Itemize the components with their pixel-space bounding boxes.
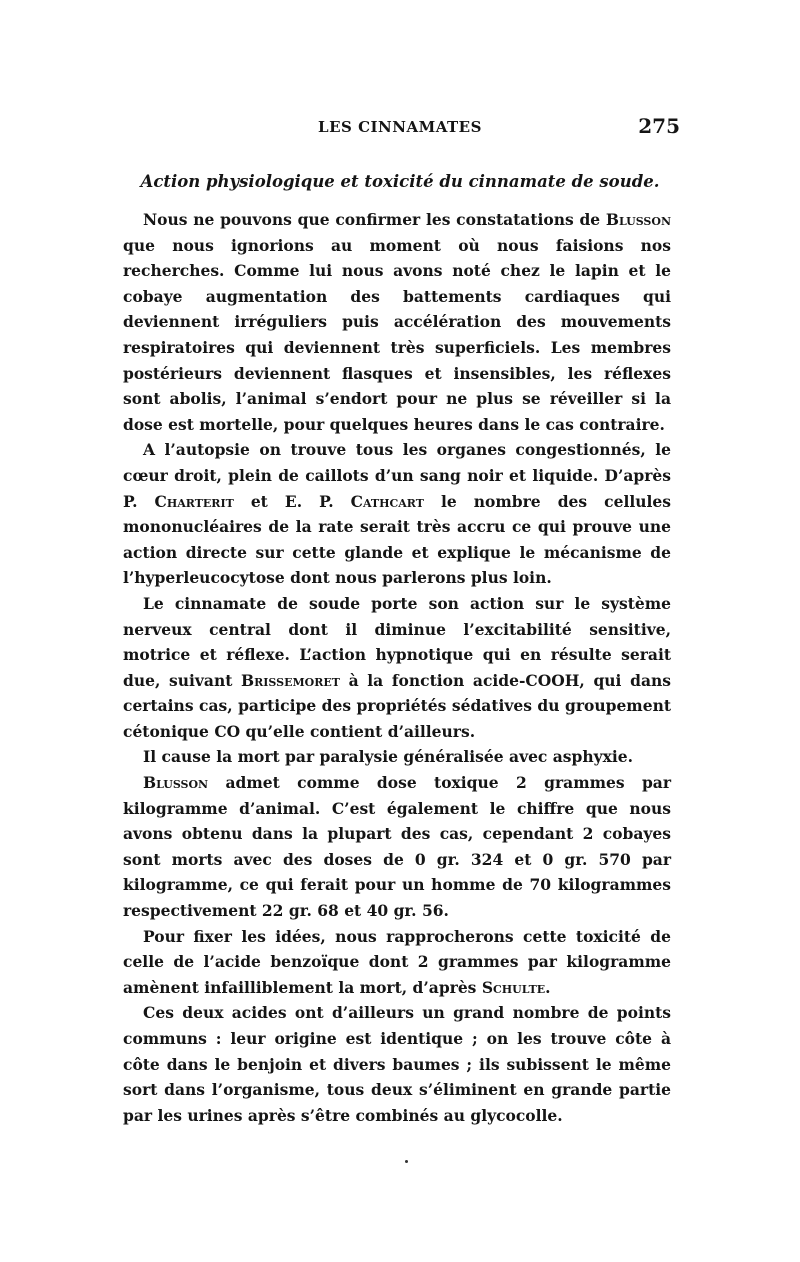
text-run: Ces deux acides ont d’ailleurs un grand nombre de points communs : leur origine est identique ; on les trouve côte à côte dans le benjoin et divers baumes ; ils subissent le même sort dans l’organisme, tous deux s’éliminent en grande partie par les urines après s’être combinés au glycocolle. xyxy=(123,1003,671,1125)
author-name: Blusson xyxy=(143,773,209,793)
paragraph-4 xyxy=(123,744,671,770)
paragraph-6 xyxy=(123,924,671,1001)
text-run: . xyxy=(545,977,551,997)
text-run: que nous ignorions au moment où nous faisions nos recherches. Comme lui nous avons noté chez le lapin et le cobaye augmentation des battements cardiaques qui deviennent irréguliers puis accélération des mouvements respiratoires qui deviennent très superficiels. Les membres postérieurs deviennent flasques et insensibles, les réflexes sont abolis, l’animal s’endort pour ne plus se réveiller si la dose est mortelle, pour quelques heures dans le cas contraire. xyxy=(123,235,671,434)
section-title: Action physiologique et toxicité du cinnamate de soude. xyxy=(140,172,660,191)
paragraph-2 xyxy=(123,437,671,591)
page-header xyxy=(120,114,680,140)
paragraph-1 xyxy=(123,207,671,437)
body-text xyxy=(123,207,671,1128)
text-run: Nous ne pouvons que confirmer les constatations de xyxy=(143,210,606,229)
text-run: le nombre des cellules mononucléaires de la rate serait très accru ce qui prouve une action directe sur cette glande et explique le mécanisme de l’hyperleucocytose dont nous parlerons plus loin. xyxy=(123,491,671,588)
print-speck xyxy=(405,1160,408,1163)
author-name: E. P. Cathcart xyxy=(284,491,424,511)
author-name: P. Charterit xyxy=(123,491,234,511)
text-run: Il cause la mort par paralysie généralisée avec asphyxie. xyxy=(143,747,634,767)
paragraph-7 xyxy=(123,1000,671,1128)
author-name: Schulte xyxy=(481,977,546,997)
text-run: Pour fixer les idées, nous rapprocherons cette toxicité de celle de l’acide benzoïque dont 2 grammes par kilogramme amènent infailliblement la mort, d’après xyxy=(123,926,671,997)
paragraph-5 xyxy=(123,770,671,924)
author-name: Brissemoret xyxy=(241,670,340,690)
text-run: Le cinnamate de soude porte son action sur le système nerveux central dont il diminue l’excitabilité sensitive, motrice et réflexe. L’action hypnotique qui en résulte serait due, suivant xyxy=(123,593,671,690)
author-name: Blusson xyxy=(605,210,671,229)
page-number: 275 xyxy=(638,114,680,138)
text-run: et xyxy=(233,491,285,511)
running-title: LES CINNAMATES xyxy=(318,118,482,136)
paragraph-3 xyxy=(123,591,671,745)
text-run: admet comme dose toxique 2 grammes par kilogramme d’animal. C’est également le chiffre que nous avons obtenu dans la plupart des cas, cependant 2 cobayes sont morts avec des doses de 0 gr. 324 et 0 gr. 570 par kilogramme, ce qui ferait pour un homme de 70 kilogrammes respectivement 22 gr. 68 et 40 gr. 56. xyxy=(123,773,671,921)
text-run: A l’autopsie on trouve tous les organes congestionnés, le cœur droit, plein de caillots d’un sang noir et liquide. D’après xyxy=(123,440,671,485)
text-run: à la fonction acide-COOH, qui dans certains cas, participe des propriétés sédatives du groupement cétonique CO qu’elle contient d’ailleurs. xyxy=(123,670,671,741)
